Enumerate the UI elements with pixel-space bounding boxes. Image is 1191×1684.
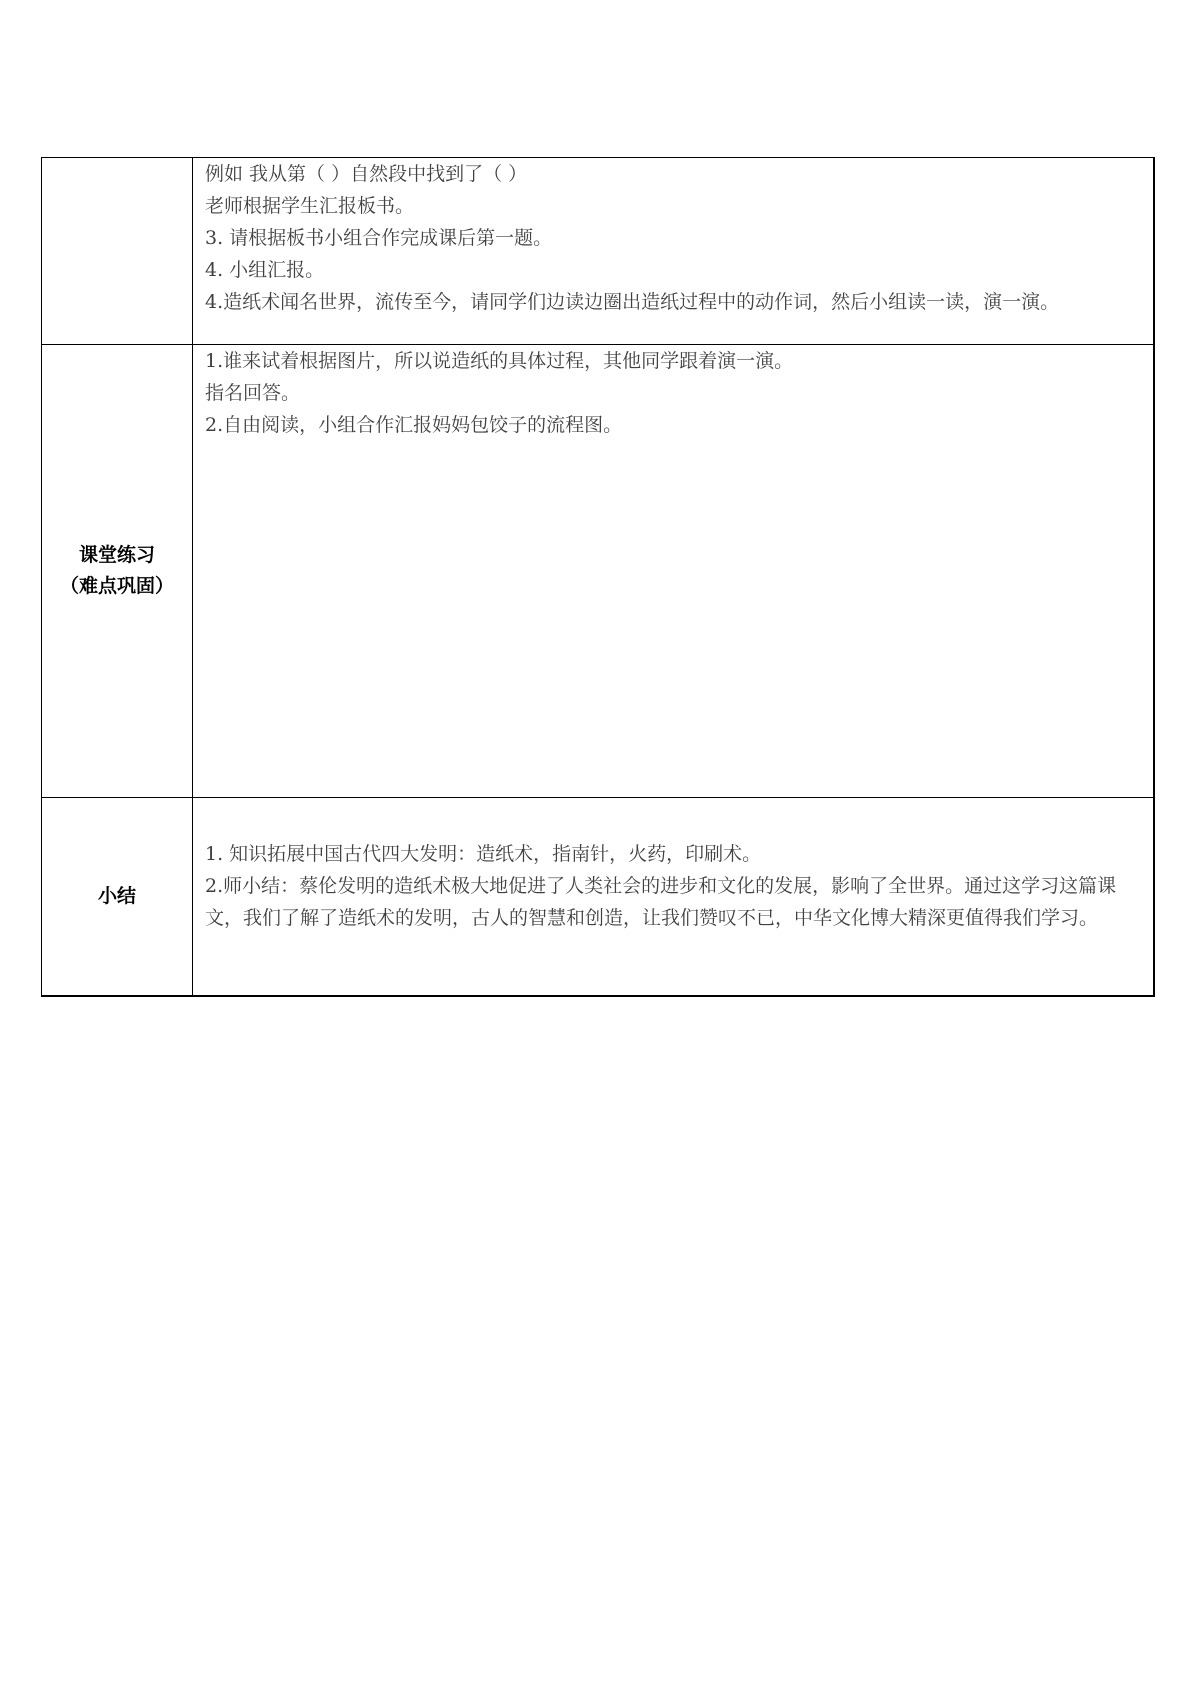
lesson-plan-table (41, 157, 1155, 997)
row-content-cell (193, 158, 1155, 345)
row-content-cell (193, 345, 1155, 798)
content-line: 2.自由阅读，小组合作汇报妈妈包饺子的流程图。 (205, 414, 623, 436)
row-content-cell (193, 798, 1155, 997)
row-label: 小结 (97, 885, 136, 907)
row-label: 课堂练习 (78, 544, 155, 566)
row-content (193, 798, 1153, 937)
content-line: 指名回答。 (205, 382, 301, 404)
row-label-cell (42, 158, 193, 345)
row-content (193, 345, 1153, 441)
content-line: 4.造纸术闻名世界，流传至今，请同学们边读边圈出造纸过程中的动作词，然后小组读一读，演一演。 (205, 291, 1060, 313)
row-label-cell (42, 345, 193, 798)
content-line: 3. 请根据板书小组合作完成课后第一题。 (205, 227, 553, 249)
table-row (42, 798, 1155, 997)
content-line: 4. 小组汇报。 (205, 259, 325, 281)
table-row (42, 158, 1155, 345)
table-row (42, 345, 1155, 798)
content-line: 1. 知识拓展中国古代四大发明：造纸术，指南针，火药，印刷术。 (205, 843, 762, 865)
row-content (193, 158, 1153, 320)
content-line: 1.谁来试着根据图片，所以说造纸的具体过程，其他同学跟着演一演。 (205, 350, 794, 372)
content-line: 2.师小结：蔡伦发明的造纸术极大地促进了人类社会的进步和文化的发展，影响了全世界。通过这学习这篇课文，我们了解了造纸术的发明，古人的智慧和创造，让我们赞叹不已，中华文化博大精深更值得我们学习。 (205, 875, 1117, 929)
row-sublabel: （难点巩固） (59, 575, 174, 597)
content-line: 例如 我从第（ ）自然段中找到了（ ） (205, 163, 528, 185)
row-label-cell (42, 798, 193, 997)
content-line: 老师根据学生汇报板书。 (205, 195, 415, 217)
